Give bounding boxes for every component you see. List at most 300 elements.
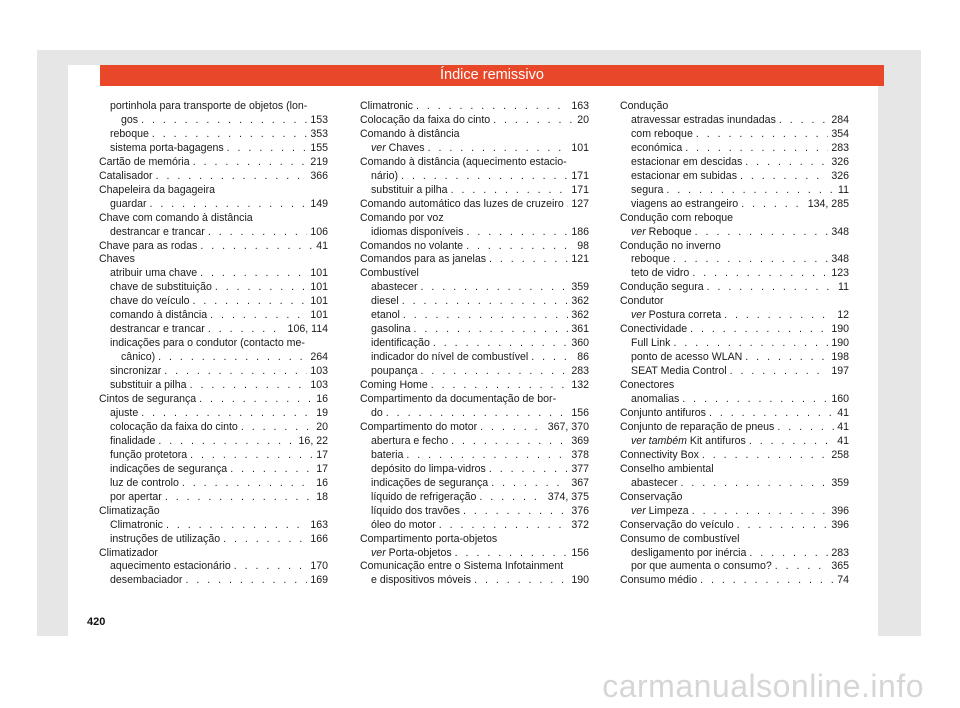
page-reference: 197 (831, 365, 849, 378)
dot-leader (730, 365, 829, 379)
index-term: Cintos de segurança (99, 393, 197, 406)
page-reference: 171 (571, 183, 589, 196)
index-term: atravessar estradas inundadas (631, 113, 776, 126)
watermark: carmanualsonline.info (602, 668, 924, 704)
page-reference: 367, 370 (547, 420, 589, 433)
index-term: ajuste (110, 406, 139, 419)
index-term: óleo do motor (371, 518, 436, 531)
dot-leader (682, 393, 828, 407)
index-term: poupança (371, 365, 418, 378)
dot-leader (227, 142, 308, 156)
page-reference: 106, 114 (287, 323, 328, 336)
index-term (371, 547, 452, 561)
page-reference: 359 (831, 476, 849, 489)
index-entry (360, 295, 589, 309)
dot-leader (692, 505, 829, 519)
dot-leader (200, 267, 307, 281)
index-term: Conectividade (620, 323, 688, 336)
index-term: nário) (371, 169, 399, 182)
page-reference: 11 (838, 281, 849, 294)
index-entry (620, 156, 849, 170)
page-reference: 396 (831, 518, 849, 531)
index-entry (620, 226, 849, 240)
dot-leader (451, 435, 568, 449)
page-reference: 360 (571, 337, 589, 350)
dot-leader (158, 351, 307, 365)
index-term: Cartão de memória (99, 155, 190, 168)
page-reference: 86 (577, 351, 589, 364)
index-entry (99, 142, 328, 156)
dot-leader (724, 309, 834, 323)
index-term: reboque (631, 253, 670, 266)
index-heading (99, 212, 328, 226)
dot-leader (479, 491, 544, 505)
page-reference: 283 (571, 365, 589, 378)
dot-leader (779, 114, 828, 128)
page-reference: 190 (571, 574, 589, 587)
index-term: Chave para as rodas (99, 239, 198, 252)
dot-leader (451, 184, 569, 198)
dot-leader (403, 309, 568, 323)
page-reference: 354 (831, 127, 849, 140)
index-term: destrancar e trancar (110, 323, 205, 336)
index-term: Colocação da faixa do cinto (360, 113, 491, 126)
index-entry (360, 379, 589, 393)
page-reference: 41 (837, 420, 849, 433)
dot-leader (433, 337, 568, 351)
index-entry (99, 449, 328, 463)
page-reference: 20 (316, 420, 328, 433)
cross-reference-marker: ver também (631, 434, 687, 447)
page-reference: 16, 22 (298, 434, 328, 447)
dot-leader (695, 226, 829, 240)
page-reference: 20 (577, 113, 589, 126)
index-term: e dispositivos móveis (371, 574, 472, 587)
index-term: gos (121, 113, 139, 126)
page-reference: 378 (571, 448, 589, 461)
index-term: do (371, 406, 383, 419)
index-term: destrancar e trancar (110, 225, 205, 238)
index-term: gasolina (371, 323, 411, 336)
dot-leader (230, 463, 313, 477)
dot-leader (431, 379, 569, 393)
index-column-1 (99, 100, 328, 588)
index-term: luz de controlo (110, 476, 179, 489)
page-reference: 190 (831, 323, 849, 336)
index-heading (360, 533, 589, 547)
dot-leader (193, 156, 308, 170)
dot-leader (150, 198, 308, 212)
dot-leader (158, 435, 295, 449)
page-reference: 11 (838, 183, 849, 196)
index-term: colocação da faixa do cinto (110, 420, 238, 433)
page-reference: 101 (310, 295, 328, 308)
page-reference: 374, 375 (547, 490, 589, 503)
page-title: Índice remissivo (100, 65, 884, 86)
index-entry (99, 156, 328, 170)
index-term: Comunicação entre o Sistema Infotainment (360, 560, 564, 573)
index-term: Chaves (99, 253, 135, 266)
index-term: viagens ao estrangeiro (631, 197, 739, 210)
index-term: teto de vidro (631, 267, 690, 280)
index-entry (360, 351, 589, 365)
page-reference: 16 (316, 393, 328, 406)
index-entry (99, 379, 328, 393)
index-entry (620, 519, 849, 533)
dot-leader (777, 421, 834, 435)
page-reference: 367 (571, 476, 589, 489)
index-term: Climatronic (110, 518, 163, 531)
dot-leader (737, 519, 829, 533)
index-entry (620, 142, 849, 156)
index-entry (360, 184, 589, 198)
index-entry (360, 547, 589, 561)
index-entry (620, 128, 849, 142)
dot-leader (685, 142, 828, 156)
index-heading (620, 212, 849, 226)
index-entry (620, 351, 849, 365)
dot-leader (480, 421, 545, 435)
index-entry (360, 198, 589, 212)
cross-reference-marker: ver (631, 504, 646, 517)
index-entry (620, 547, 849, 561)
index-entry (99, 463, 328, 477)
page-reference: 101 (571, 141, 589, 154)
index-entry (360, 491, 589, 505)
index-term: estacionar em subidas (631, 169, 737, 182)
page-reference: 19 (316, 406, 328, 419)
index-term: Condutor (620, 295, 664, 308)
index-entry (620, 435, 849, 449)
index-term-text: Postura correta (645, 309, 722, 322)
page-reference: 18 (316, 490, 328, 503)
index-term: com reboque (631, 127, 693, 140)
index-term: Comando por voz (360, 211, 444, 224)
page-reference: 156 (571, 406, 589, 419)
index-term: idiomas disponíveis (371, 225, 464, 238)
index-entry (99, 477, 328, 491)
index-term-text: Limpeza (645, 504, 689, 517)
dot-leader (199, 393, 313, 407)
dot-leader (707, 281, 835, 295)
dot-leader (406, 449, 568, 463)
index-heading (360, 267, 589, 281)
index-term: etanol (371, 309, 400, 322)
index-term: sincronizar (110, 365, 162, 378)
dot-leader (386, 407, 569, 421)
index-term: Conectores (620, 379, 675, 392)
index-heading (620, 100, 849, 114)
dot-leader (428, 142, 569, 156)
index-term: abertura e fecho (371, 434, 449, 447)
index-entry (360, 281, 589, 295)
index-entry (99, 533, 328, 547)
page-reference: 17 (316, 462, 328, 475)
index-entry (360, 477, 589, 491)
index-term: ponto de acesso WLAN (631, 351, 743, 364)
dot-leader (493, 114, 574, 128)
dot-leader (741, 198, 805, 212)
page-reference: 41 (837, 434, 849, 447)
page-reference: 348 (831, 253, 849, 266)
index-entry (99, 560, 328, 574)
index-heading (620, 295, 849, 309)
index-entry (99, 574, 328, 588)
index-heading (620, 491, 849, 505)
index-term: Condução no inverno (620, 239, 721, 252)
page-reference: 155 (310, 141, 328, 154)
index-term: Conjunto de reparação de pneus (620, 420, 775, 433)
index-term: líquido dos travões (371, 504, 460, 517)
index-term: desembaciador (110, 574, 183, 587)
page-reference: 186 (571, 225, 589, 238)
page-reference: 134, 285 (807, 197, 849, 210)
index-term: segura (631, 183, 664, 196)
page-reference: 16 (316, 476, 328, 489)
page-reference: 163 (571, 100, 589, 112)
dot-leader (141, 407, 313, 421)
cross-reference-marker: ver (371, 546, 386, 559)
dot-leader (164, 365, 307, 379)
index-heading (99, 337, 328, 351)
page-reference: 12 (837, 309, 849, 322)
index-column-2 (360, 100, 589, 588)
index-term: Climatronic (360, 100, 413, 112)
dot-leader (740, 170, 828, 184)
dot-leader (208, 323, 285, 337)
dot-leader (749, 547, 828, 561)
index-term: Compartimento da documentação de bor- (360, 393, 557, 406)
index-entry (620, 198, 849, 212)
index-term-text: Reboque (645, 225, 692, 238)
index-entry (99, 323, 328, 337)
index-heading (99, 253, 328, 267)
index-term: Full Link (631, 337, 671, 350)
dot-leader (402, 295, 569, 309)
page-reference: 132 (571, 379, 589, 392)
index-term: estacionar em descidas (631, 155, 743, 168)
index-heading (620, 240, 849, 254)
index-entry (620, 505, 849, 519)
index-term: aquecimento estacionário (110, 560, 231, 573)
page-reference: 284 (831, 113, 849, 126)
dot-leader (190, 379, 308, 393)
dot-leader (223, 533, 307, 547)
page-reference: 359 (571, 281, 589, 294)
page-reference: 377 (571, 462, 589, 475)
index-term: Condução (620, 100, 669, 112)
index-entry (360, 226, 589, 240)
index-term: sistema porta-bagagens (110, 141, 224, 154)
page-reference: 127 (571, 197, 589, 210)
index-term: bateria (371, 448, 404, 461)
dot-leader (466, 240, 574, 254)
index-entry (360, 435, 589, 449)
page-reference: 365 (831, 560, 849, 573)
index-column-3 (620, 100, 849, 588)
index-heading (360, 393, 589, 407)
index-heading (360, 560, 589, 574)
index-term: Comandos no volante (360, 239, 464, 252)
index-term: desligamento por inércia (631, 546, 747, 559)
page-reference: 326 (831, 169, 849, 182)
dot-leader (463, 505, 568, 519)
dot-leader (692, 267, 828, 281)
page-reference: 103 (310, 379, 328, 392)
page-reference: 190 (831, 337, 849, 350)
page-reference: 156 (571, 546, 589, 559)
index-entry (99, 491, 328, 505)
dot-leader (455, 547, 569, 561)
index-term: Chapeleira da bagageira (99, 183, 216, 196)
dot-leader (241, 421, 313, 435)
page-reference: 149 (310, 197, 328, 210)
index-entry (620, 477, 849, 491)
dot-leader (200, 240, 313, 254)
index-entry (620, 393, 849, 407)
dot-leader (489, 253, 568, 267)
index-term (631, 309, 721, 323)
index-heading (99, 547, 328, 561)
dot-leader (567, 198, 569, 212)
index-term: chave de substituição (110, 281, 212, 294)
index-entry (360, 100, 589, 114)
page-reference: 121 (571, 253, 589, 266)
page-reference: 376 (571, 504, 589, 517)
index-entry (360, 574, 589, 588)
index-entry (360, 309, 589, 323)
index-term: por apertar (110, 490, 162, 503)
page-reference: 41 (837, 406, 849, 419)
page-reference: 264 (310, 351, 328, 364)
index-term: Consumo médio (620, 574, 698, 587)
index-term: identificação (371, 337, 430, 350)
page-reference: 106 (310, 225, 328, 238)
page-reference: 74 (837, 574, 849, 587)
index-entry (99, 365, 328, 379)
dot-leader (215, 281, 307, 295)
index-term (631, 226, 692, 240)
index-term: cânico) (121, 351, 156, 364)
dot-leader (696, 128, 828, 142)
dot-leader (185, 574, 307, 588)
index-heading (360, 156, 589, 170)
index-entry (360, 519, 589, 533)
dot-leader (709, 407, 834, 421)
index-term: Coming Home (360, 379, 428, 392)
index-entry (620, 449, 849, 463)
index-entry (620, 253, 849, 267)
page-reference: 361 (571, 323, 589, 336)
index-entry (360, 323, 589, 337)
page-reference: 153 (310, 113, 328, 126)
index-term-text: Chaves (385, 141, 425, 154)
dot-leader (531, 351, 574, 365)
dot-leader (474, 574, 568, 588)
dot-leader (234, 560, 308, 574)
index-entry (620, 267, 849, 281)
index-term: função protetora (110, 448, 188, 461)
dot-leader (182, 477, 313, 491)
index-term: diesel (371, 295, 399, 308)
dot-leader (491, 477, 568, 491)
index-entry (360, 421, 589, 435)
dot-leader (190, 449, 313, 463)
index-heading (620, 533, 849, 547)
index-entry (620, 365, 849, 379)
index-term-text: Kit antifuros (686, 434, 746, 447)
index-entry (620, 309, 849, 323)
cross-reference-marker: ver (371, 141, 386, 154)
page-reference: 283 (831, 141, 849, 154)
dot-leader (208, 226, 308, 240)
dot-leader (421, 365, 569, 379)
index-term: por que aumenta o consumo? (631, 560, 772, 573)
index-term: substituir a pilha (110, 379, 187, 392)
dot-leader (421, 281, 569, 295)
page-reference: 166 (310, 532, 328, 545)
index-term: Condução segura (620, 281, 704, 294)
index-entry (360, 142, 589, 156)
index-entry (360, 114, 589, 128)
index-term (631, 505, 689, 519)
index-term: Climatização (99, 504, 160, 517)
dot-leader (666, 184, 835, 198)
index-entry (360, 407, 589, 421)
page-reference: 283 (831, 546, 849, 559)
index-term: depósito do limpa-vidros (371, 462, 486, 475)
index-entry (620, 421, 849, 435)
index-entry (360, 449, 589, 463)
index-term: Comandos para as janelas (360, 253, 487, 266)
page-reference: 103 (310, 365, 328, 378)
index-term: Conjunto antifuros (620, 406, 706, 419)
index-entry (360, 505, 589, 519)
index-term: abastecer (631, 476, 678, 489)
index-entry (620, 184, 849, 198)
index-heading (99, 505, 328, 519)
index-entry (360, 365, 589, 379)
index-term: Combustível (360, 267, 419, 280)
dot-leader (673, 337, 828, 351)
index-term: Compartimento do motor (360, 420, 478, 433)
index-entry (620, 281, 849, 295)
page-reference: 372 (571, 518, 589, 531)
index-term: substituir a pilha (371, 183, 448, 196)
index-term: reboque (110, 127, 149, 140)
dot-leader (439, 519, 569, 533)
page-reference: 41 (316, 239, 328, 252)
page-reference: 17 (316, 448, 328, 461)
index-entry (99, 421, 328, 435)
index-entry (99, 267, 328, 281)
dot-leader (745, 156, 828, 170)
index-term: SEAT Media Control (631, 365, 727, 378)
index-term: Conselho ambiental (620, 462, 714, 475)
index-term: indicações de segurança (110, 462, 228, 475)
page-reference: 369 (571, 434, 589, 447)
index-term (371, 142, 425, 156)
dot-leader (489, 463, 568, 477)
index-term-text: Porta-objetos (385, 546, 452, 559)
dot-leader (165, 491, 313, 505)
dot-leader (681, 477, 829, 491)
index-heading (620, 379, 849, 393)
index-entry (620, 170, 849, 184)
index-entry (99, 407, 328, 421)
page-reference: 171 (571, 169, 589, 182)
page-reference: 258 (831, 448, 849, 461)
